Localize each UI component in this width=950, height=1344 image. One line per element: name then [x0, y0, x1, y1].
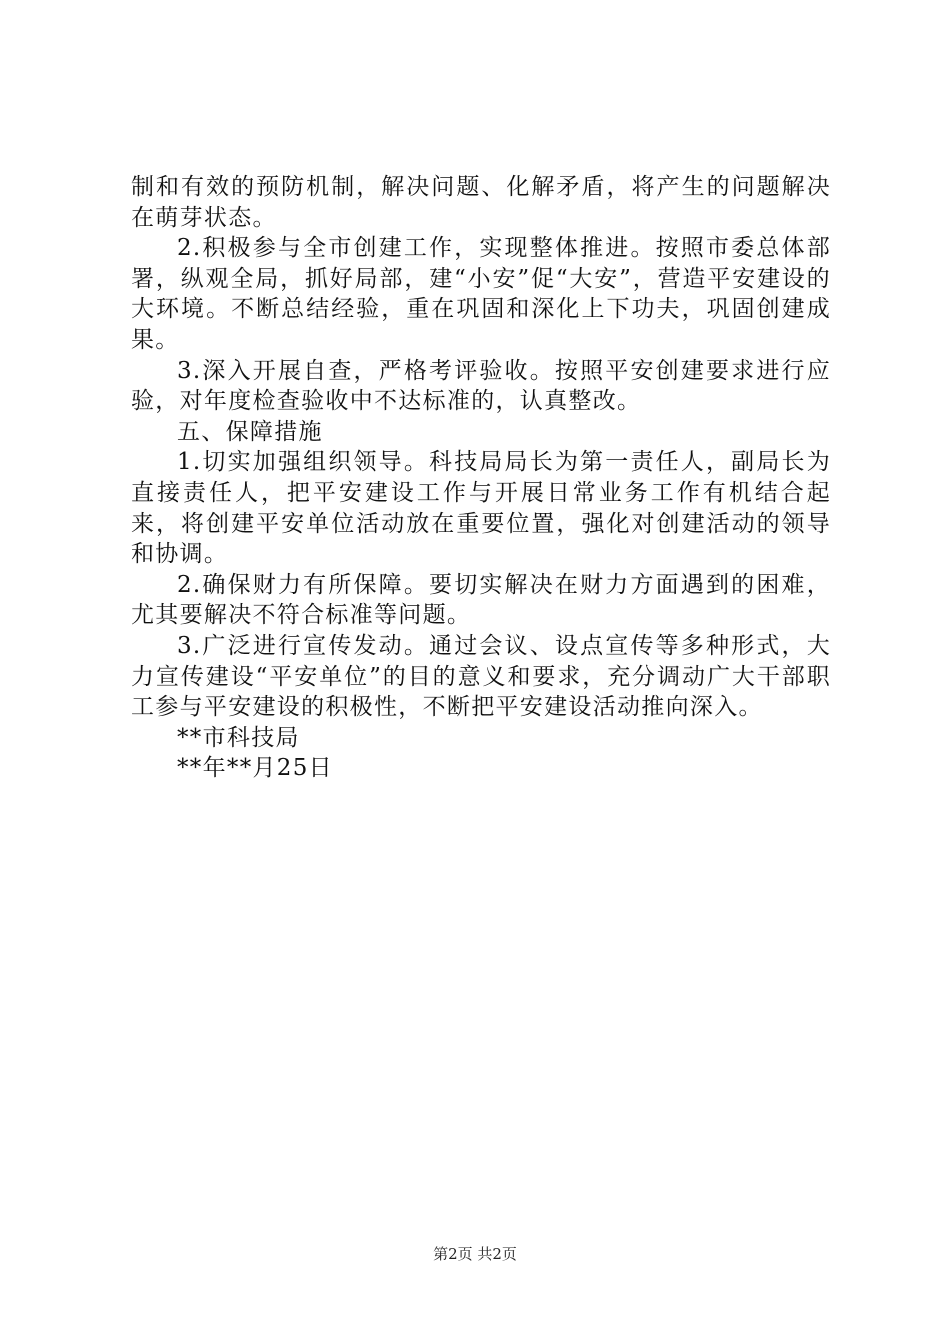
- paragraph-prevention-continued: 制和有效的预防机制，解决问题、化解矛盾，将产生的问题解决在萌芽状态。: [131, 174, 831, 231]
- signature-organization: **市科技局: [177, 724, 300, 751]
- paragraph-funding: 2.确保财力有所保障。要切实解决在财力方面遇到的困难，尤其要解决不符合标准等问题。: [131, 571, 831, 629]
- signature-date: **年**月25日: [177, 755, 333, 782]
- page-number-footer: 第2页 共2页: [433, 1245, 517, 1263]
- paragraph-citywide-creation: 2.积极参与全市创建工作，实现整体推进。按照市委总体部署，纵观全局，抓好局部，建“小安”促“大安”，营造平安建设的大环境。不断总结经验，重在巩固和深化上下功夫，巩固创建成果。: [131, 235, 831, 353]
- paragraph-publicity: 3.广泛进行宣传发动。通过会议、设点宣传等多种形式，大力宣传建设“平安单位”的目的意义和要求，充分调动广大干部职工参与平安建设的积极性，不断把平安建设活动推向深入。: [131, 632, 831, 721]
- section-heading-safeguards: 五、保障措施: [177, 418, 323, 445]
- paragraph-leadership: 1.切实加强组织领导。科技局局长为第一责任人，副局长为直接责任人，把平安建设工作与开展日常业务工作有机结合起来，将创建平安单位活动放在重要位置，强化对创建活动的领导和协调。: [131, 449, 831, 568]
- paragraph-self-inspection: 3.深入开展自查，严格考评验收。按照平安创建要求进行应验，对年度检查验收中不达标准的，认真整改。: [131, 357, 831, 415]
- document-body: [131, 172, 831, 784]
